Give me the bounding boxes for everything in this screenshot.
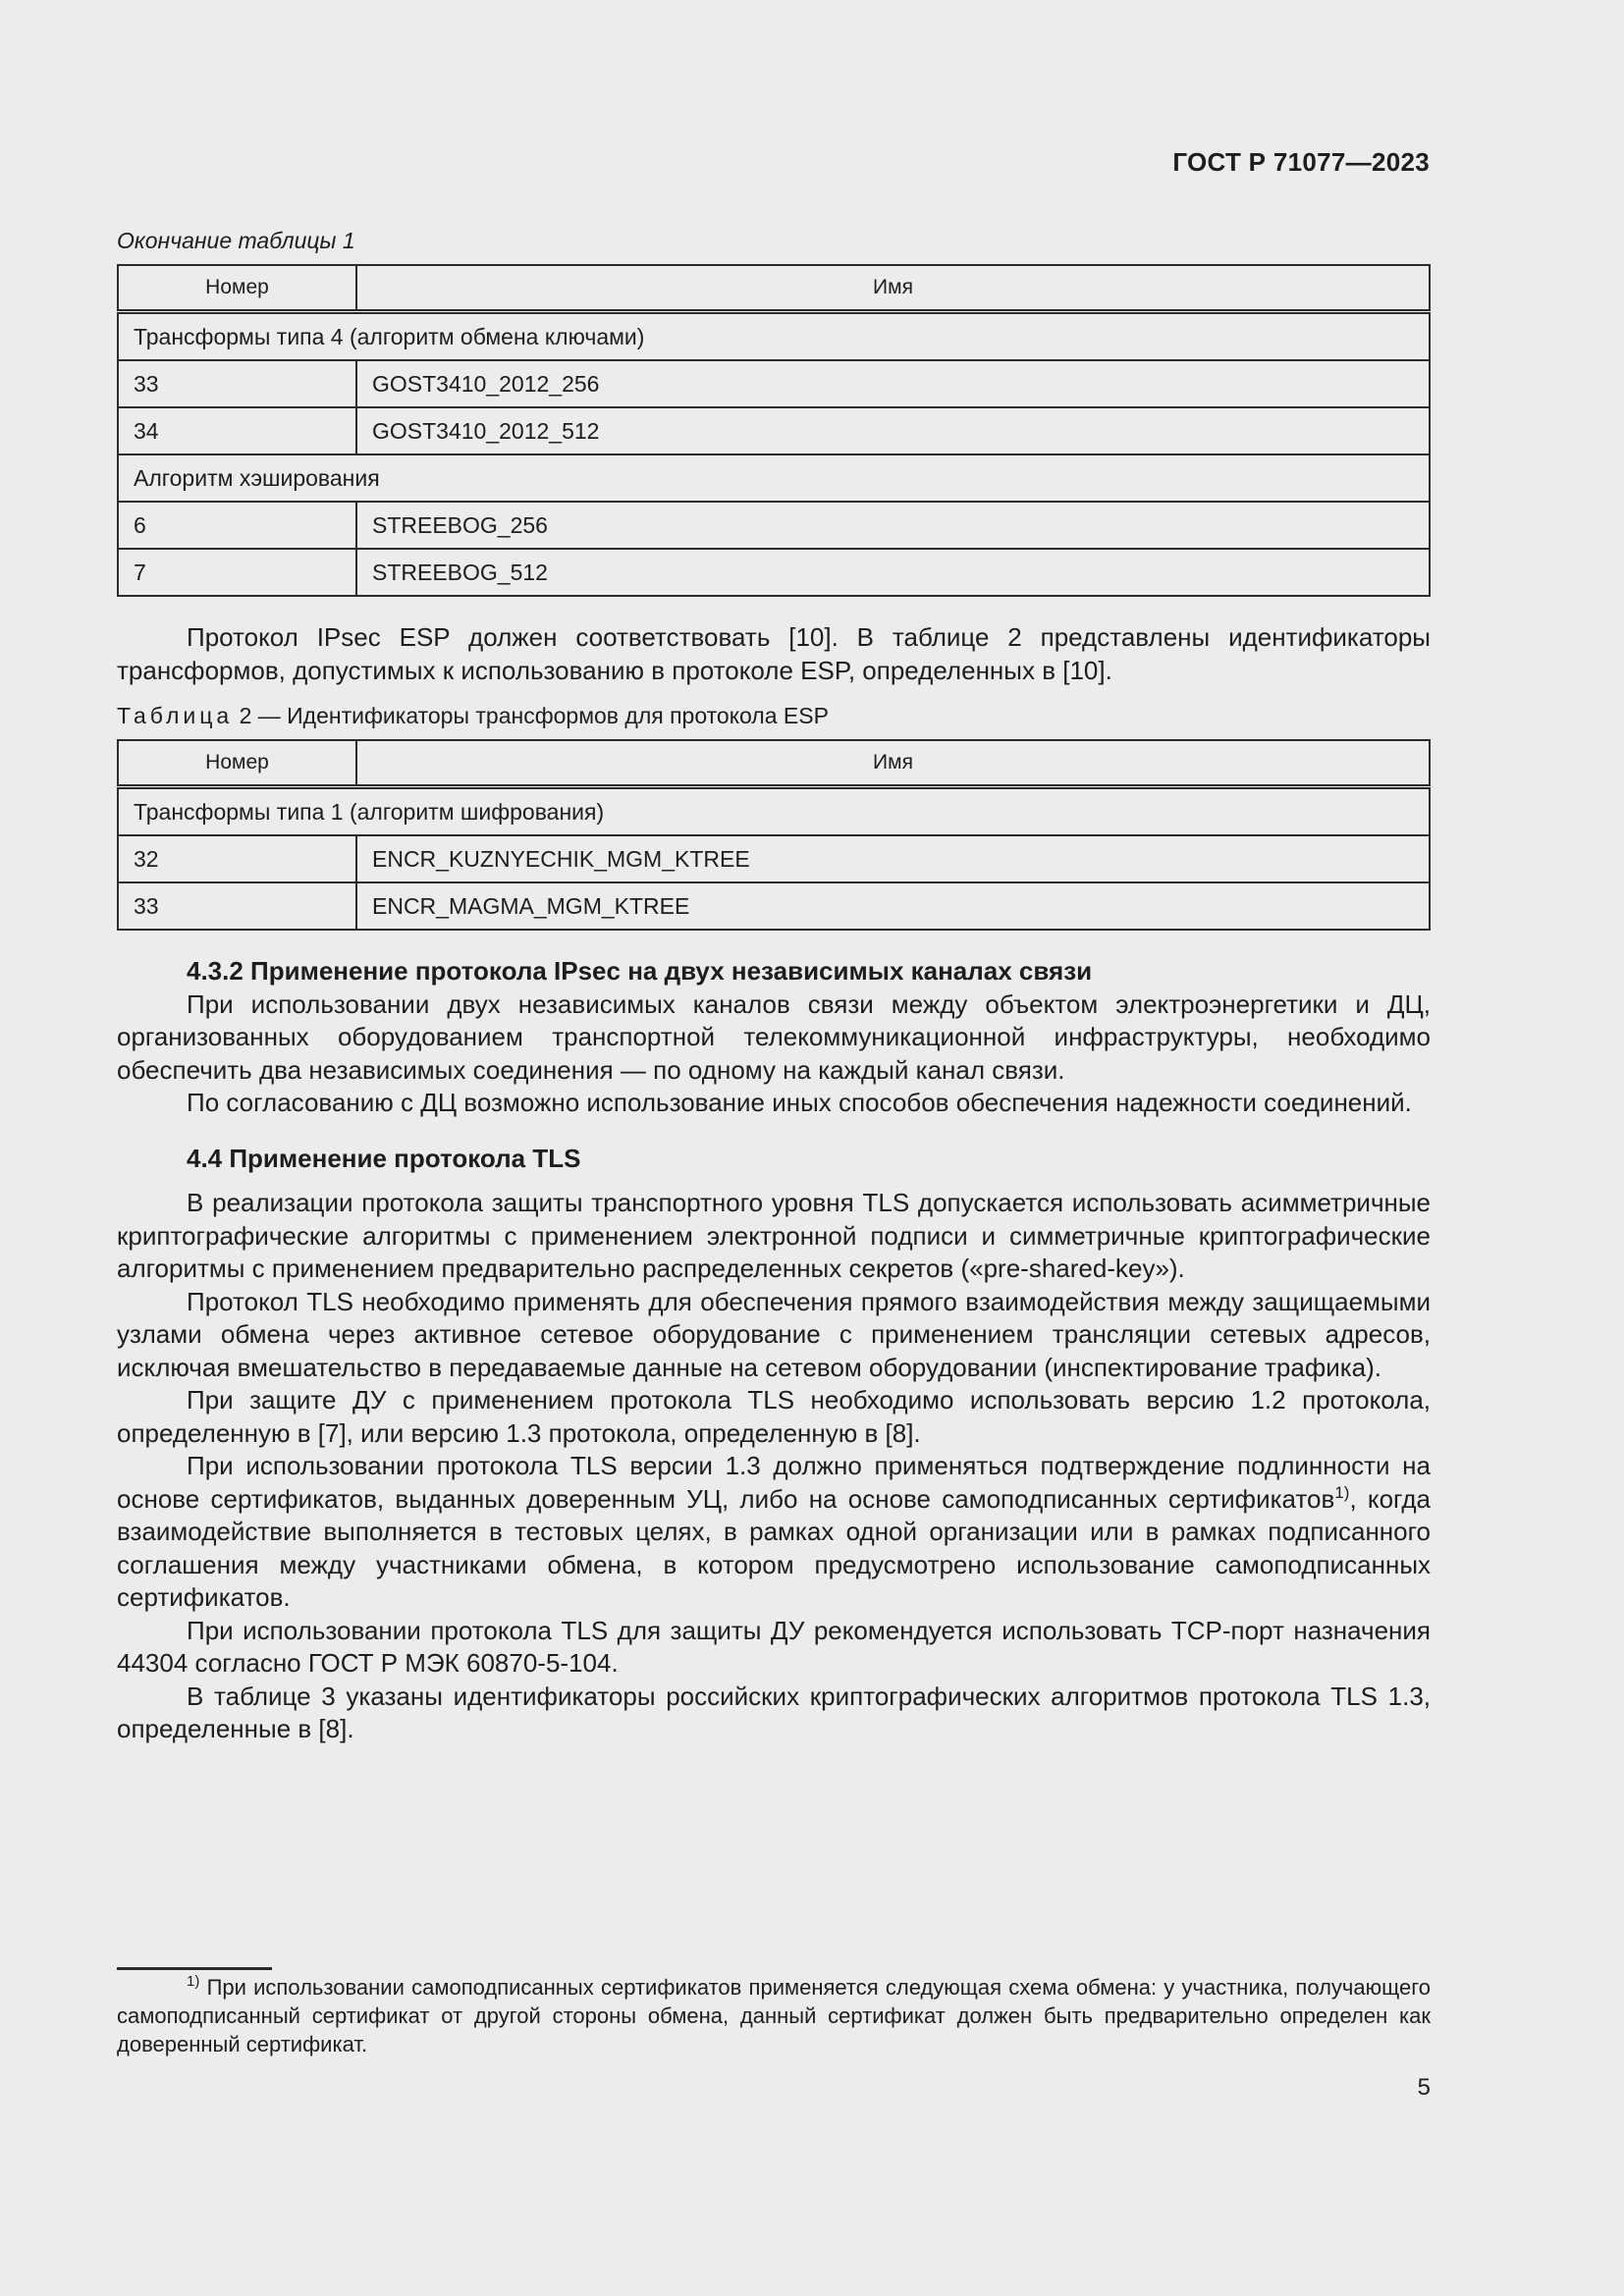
column-header-name: Имя <box>356 265 1430 312</box>
paragraph: По согласованию с ДЦ возможно использование иных способов обеспечения надежности соединений. <box>187 1088 1412 1117</box>
section-heading-4-4: 4.4 Применение протокола TLS <box>187 1143 581 1173</box>
paragraph: При защите ДУ с применением протокола TLS необходимо использовать версию 1.2 протокола, определенную в [7], или версию 1.3 протокола, определенную в [8]. <box>117 1385 1431 1448</box>
document-standard-number: ГОСТ Р 71077—2023 <box>1172 147 1430 177</box>
paragraph-text: При использовании протокола TLS версии 1.3 должно применяться подтверждение подлинности на основе сертификатов, выданных доверенным УЦ, либо на основе самоподписанных сертификатов <box>117 1451 1431 1514</box>
table-cell-number: 34 <box>118 407 356 454</box>
paragraph-with-footnote-ref <box>117 1450 1431 1615</box>
table-section-row <box>118 787 1430 836</box>
table2-caption-word: Таблица <box>117 703 234 728</box>
paragraph: В реализации протокола защиты транспортного уровня TLS допускается использовать асимметричные криптографические алгоритмы с применением электронной подписи и симметричные криптографические алгоритмы с применением предварительно распределенных секретов («pre-shared-key»). <box>117 1188 1431 1283</box>
table-row <box>118 407 1430 454</box>
table-section-label: Трансформы типа 4 (алгоритм обмена ключами) <box>118 312 1430 361</box>
table-header-row <box>118 265 1430 312</box>
page-number: 5 <box>1417 2074 1431 2101</box>
table2 <box>117 739 1431 931</box>
table-section-label: Алгоритм хэширования <box>118 454 1430 502</box>
table-cell-number: 7 <box>118 549 356 596</box>
table-cell-number: 33 <box>118 882 356 930</box>
table-header-row <box>118 740 1430 787</box>
footnote <box>117 1973 1431 2058</box>
table2-caption <box>117 699 1431 732</box>
page-content <box>117 224 1431 1746</box>
section-heading-4-3-2: 4.3.2 Применение протокола IPsec на двух независимых каналах связи <box>187 956 1093 986</box>
table2-caption-text: 2 — Идентификаторы трансформов для протокола ESP <box>233 703 829 728</box>
table-cell-name: ENCR_KUZNYECHIK_MGM_KTREE <box>356 835 1430 882</box>
paragraph: При использовании двух независимых каналов связи между объектом электроэнергетики и ДЦ, организованных оборудованием транспортной телекоммуникационной инфраструктуры, необходимо обеспечить два независимых соединения — по одному на каждый канал связи. <box>117 988 1431 1085</box>
table-row <box>118 835 1430 882</box>
table-row <box>118 360 1430 407</box>
table-cell-number: 33 <box>118 360 356 407</box>
table-cell-name: ENCR_MAGMA_MGM_KTREE <box>356 882 1430 930</box>
paragraph-esp: Протокол IPsec ESP должен соответствовать [10]. В таблице 2 представлены идентификаторы трансформов, допустимых к использованию в протоколе ESP, определенных в [10]. <box>117 622 1431 685</box>
table-row <box>118 882 1430 930</box>
table-cell-name: STREEBOG_512 <box>356 549 1430 596</box>
table-row <box>118 549 1430 596</box>
table1-caption: Окончание таблицы 1 <box>117 228 355 253</box>
paragraph: Протокол TLS необходимо применять для обеспечения прямого взаимодействия между защищаемыми узлами обмена через активное сетевое оборудование с применением трансляции сетевых адресов, исключая вмешательство в передаваемые данные на сетевом оборудовании (инспектирование трафика). <box>117 1286 1431 1382</box>
column-header-name: Имя <box>356 740 1430 787</box>
table-cell-number: 6 <box>118 502 356 549</box>
paragraph-text: , когда взаимодействие выполняется в тестовых целях, в рамках одной организации или в рамках подписанного соглашения между участниками обмена, в котором предусмотрено использование самоподписанных сертификатов. <box>117 1483 1431 1612</box>
table-cell-name: GOST3410_2012_256 <box>356 360 1430 407</box>
table-cell-name: STREEBOG_256 <box>356 502 1430 549</box>
table-section-label: Трансформы типа 1 (алгоритм шифрования) <box>118 787 1430 836</box>
table-row <box>118 502 1430 549</box>
footnote-marker: 1) <box>187 1973 200 1990</box>
footnote-reference: 1) <box>1334 1482 1350 1502</box>
column-header-number: Номер <box>118 740 356 787</box>
table-section-row <box>118 312 1430 361</box>
table1 <box>117 264 1431 597</box>
footnote-text: При использовании самоподписанных сертификатов применяется следующая схема обмена: у участника, получающего самоподписанный сертификат от другой стороны обмена, данный сертификат должен быть предварительно определен как доверенный сертификат. <box>117 1975 1431 2056</box>
table-cell-name: GOST3410_2012_512 <box>356 407 1430 454</box>
footnote-separator <box>117 1967 272 1970</box>
column-header-number: Номер <box>118 265 356 312</box>
paragraph: При использовании протокола TLS для защиты ДУ рекомендуется использовать TCP-порт назначения 44304 согласно ГОСТ Р МЭК 60870-5-104. <box>117 1615 1431 1678</box>
paragraph: В таблице 3 указаны идентификаторы российских криптографических алгоритмов протокола TLS 1.3, определенные в [8]. <box>117 1681 1431 1743</box>
table-cell-number: 32 <box>118 835 356 882</box>
table-section-row <box>118 454 1430 502</box>
